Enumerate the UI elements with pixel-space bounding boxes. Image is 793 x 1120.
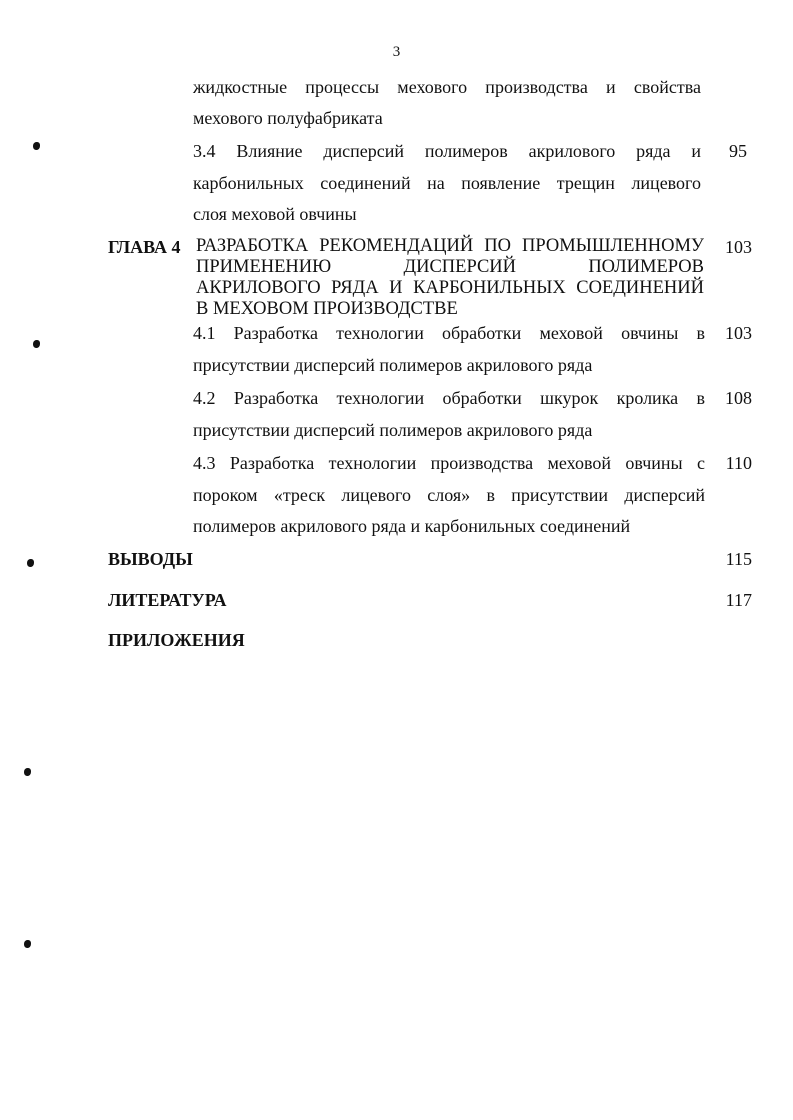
scan-mark-2: [33, 340, 40, 348]
scan-mark-5: [24, 940, 31, 948]
toc-chapter-4-title-line-4: В МЕХОВОМ ПРОИЗВОДСТВЕ: [196, 299, 458, 319]
toc-literature-label: ЛИТЕРАТУРА: [108, 590, 227, 610]
toc-4-2-page: 108: [725, 388, 752, 408]
toc-chapter-4-title-line-3: АКРИЛОВОГО РЯДА И КАРБОНИЛЬНЫХ СОЕДИНЕНИЙ: [196, 278, 704, 298]
toc-3-3-line-1: жидкостные процессы мехового производства и свойства: [193, 77, 701, 97]
toc-3-3-line-2: мехового полуфабриката: [193, 108, 383, 128]
toc-chapter-4-page: 103: [725, 237, 752, 257]
toc-conclusions-label: ВЫВОДЫ: [108, 549, 193, 569]
toc-3-4-line-1: 3.4 Влияние дисперсий полимеров акрилового ряда и: [193, 141, 701, 161]
scan-mark-4: [24, 768, 31, 776]
toc-chapter-4-title-line-1: РАЗРАБОТКА РЕКОМЕНДАЦИЙ ПО ПРОМЫШЛЕННОМУ: [196, 236, 704, 256]
toc-4-2-line-2: присутствии дисперсий полимеров акрилового ряда: [193, 420, 593, 440]
toc-appendices-label: ПРИЛОЖЕНИЯ: [108, 630, 245, 650]
toc-literature-page: 117: [725, 590, 752, 610]
toc-3-4-line-3: слоя меховой овчины: [193, 204, 357, 224]
page-number: 3: [392, 44, 401, 60]
toc-4-1-page: 103: [725, 323, 752, 343]
scan-mark-1: [33, 142, 40, 150]
toc-4-3-line-3: полимеров акрилового ряда и карбонильных соединений: [193, 516, 631, 536]
toc-conclusions-page: 115: [725, 549, 752, 569]
toc-4-3-line-1: 4.3 Разработка технологии производства меховой овчины с: [193, 453, 705, 473]
toc-chapter-4-title-line-2: ПРИМЕНЕНИЮ ДИСПЕРСИЙ ПОЛИМЕРОВ: [196, 257, 704, 277]
toc-4-3-line-2: пороком «треск лицевого слоя» в присутствии дисперсий: [193, 485, 705, 505]
toc-4-1-line-1: 4.1 Разработка технологии обработки меховой овчины в: [193, 323, 705, 343]
toc-4-3-page: 110: [725, 453, 752, 473]
toc-3-4-line-2: карбонильных соединений на появление трещин лицевого: [193, 173, 701, 193]
toc-4-1-line-2: присутствии дисперсий полимеров акрилового ряда: [193, 355, 593, 375]
toc-chapter-4-label: ГЛАВА 4: [108, 237, 181, 257]
toc-3-4-page: 95: [729, 141, 747, 161]
scan-mark-3: [27, 559, 34, 567]
toc-4-2-line-1: 4.2 Разработка технологии обработки шкурок кролика в: [193, 388, 705, 408]
